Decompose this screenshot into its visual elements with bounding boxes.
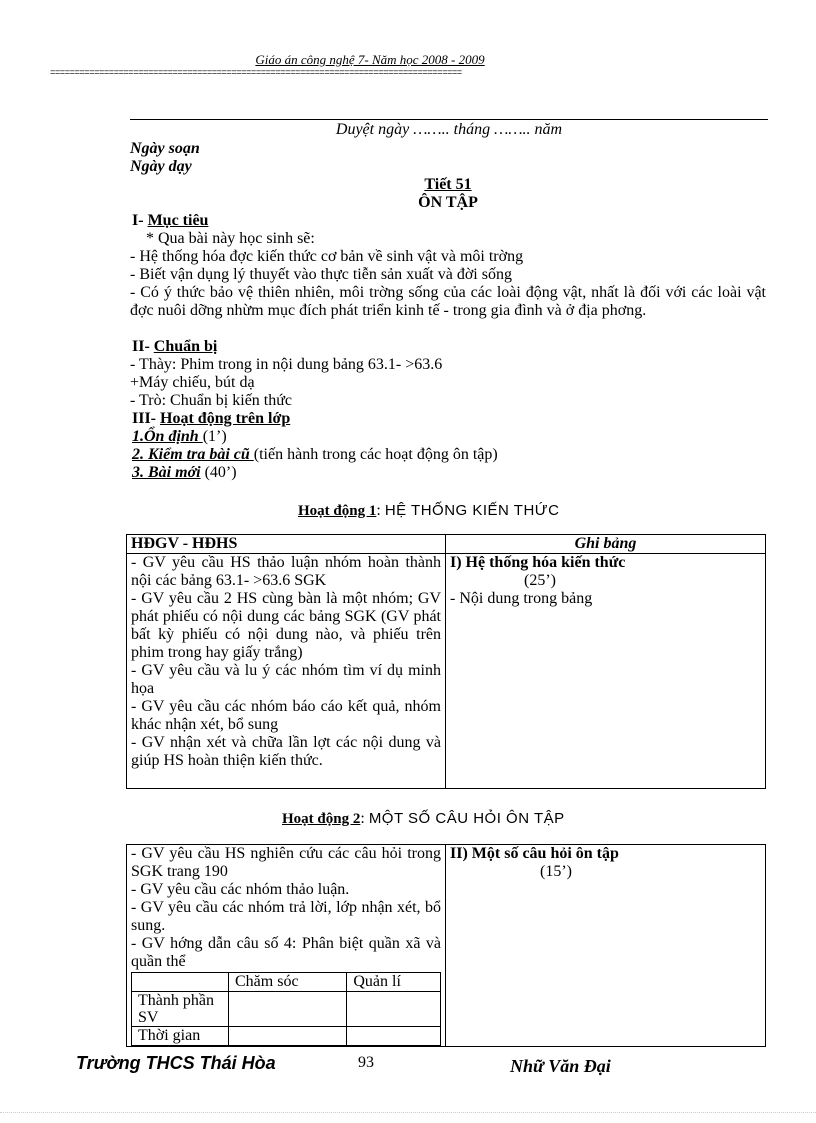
compare-row-label: Thời gian bbox=[132, 1027, 229, 1046]
activity1-col-right-header: Ghi bảng bbox=[446, 535, 766, 554]
activity2-caption: MỘT SỐ CÂU HỎI ÔN TẬP bbox=[368, 810, 565, 827]
approval-text: Duyệt ngày …….. tháng …….. năm bbox=[335, 121, 563, 138]
activities-heading-number: III- bbox=[132, 410, 157, 427]
activity1-heading: Hoạt động 1: HỆ THỐNG KIẾN THỨC bbox=[298, 502, 560, 519]
activity1-table bbox=[126, 534, 766, 789]
compare-table bbox=[131, 972, 441, 1046]
step-new-lesson: 3. Bài mới (40’) bbox=[132, 464, 237, 481]
objective-item: - Hệ thống hóa đợc kiến thức cơ bản về sinh vật và môi trờng bbox=[130, 248, 524, 265]
objectives-intro: * Qua bài này học sinh sẽ: bbox=[146, 230, 315, 247]
compare-header-cell: Chăm sóc bbox=[229, 973, 347, 992]
approval-line bbox=[130, 119, 768, 120]
compare-cell bbox=[347, 1027, 441, 1046]
activity2-heading: Hoạt động 2: MỘT SỐ CÂU HỎI ÔN TẬP bbox=[282, 810, 565, 827]
activity-steps bbox=[132, 428, 768, 482]
preparation-heading bbox=[132, 338, 217, 356]
activity2-right-title: II) Một số câu hỏi ôn tập bbox=[450, 845, 619, 862]
objectives-list bbox=[130, 248, 766, 320]
preparation-item: - Trò: Chuẩn bị kiến thức bbox=[130, 392, 293, 409]
date-prepared: Ngày soạn bbox=[130, 140, 200, 157]
activity1-col-left-header: HĐGV - HĐHS bbox=[127, 535, 446, 554]
document-header-title: Giáo án công nghệ 7- Năm học 2008 - 2009 bbox=[255, 52, 485, 67]
lesson-name: ÔN TẬP bbox=[418, 194, 478, 211]
footer-page-number: 93 bbox=[358, 1054, 374, 1071]
objectives-heading bbox=[132, 212, 208, 230]
step-stabilize: 1.Ổn định (1’) bbox=[132, 428, 227, 445]
objective-item: - Có ý thức bảo vệ thiên nhiên, môi trờng sống của các loài động vật, nhất là đối với các loài vật đợc nuôi dỡng nhừm mục đích phát triển kinh tế - trong gia đình và ở địa phơng. bbox=[130, 284, 766, 319]
activity1-right-title: I) Hệ thống hóa kiến thức bbox=[450, 554, 626, 571]
activities-heading-text: Hoạt động trên lớp bbox=[160, 410, 291, 427]
preparation-heading-number: II- bbox=[132, 338, 150, 355]
activity1-right-item: - Nội dung trong bảng bbox=[450, 590, 593, 607]
preparation-heading-text: Chuẩn bị bbox=[153, 338, 218, 355]
activity1-label: Hoạt động 1 bbox=[298, 503, 377, 519]
activity2-label: Hoạt động 2 bbox=[282, 811, 361, 827]
activities-heading bbox=[132, 410, 290, 428]
preparation-list bbox=[130, 356, 766, 410]
activity1-left-content: - GV yêu cầu HS thảo luận nhóm hoàn thành nội các bảng 63.1- >63.6 SGK - GV yêu cầu 2 HS cùng bàn là một nhóm; GV phát phiếu có nội dung các bảng SGK (GV phát bất kỳ phiếu có nội dung nào, và phiếu trên phim trong hay giấy trắng) - GV yêu cầu và lu ý các nhóm tìm ví dụ minh họa - GV yêu cầu các nhóm báo cáo kết quả, nhóm khác nhận xét, bổ sung - GV nhận xét và chữa lần lợt các nội dung và giúp HS hoàn thiện kiến thức. bbox=[127, 554, 446, 789]
objectives-heading-number: I- bbox=[132, 212, 144, 229]
activity1-caption: HỆ THỐNG KIẾN THỨC bbox=[384, 502, 560, 519]
compare-header-cell: Quản lí bbox=[347, 973, 441, 992]
activity2-right-content bbox=[446, 845, 766, 1047]
compare-cell bbox=[229, 1027, 347, 1046]
activity1-right-content bbox=[446, 554, 766, 789]
activity2-left-text: - GV yêu cầu HS nghiên cứu các câu hỏi trong SGK trang 190 - GV yêu cầu các nhóm thảo luận. - GV yêu cầu các nhóm trả lời, lớp nhận xét, bổ sung. - GV hớng dẫn câu số 4: Phân biệt quần xã và quần thể bbox=[131, 845, 441, 970]
activity2-left-content bbox=[127, 845, 446, 1047]
lesson-number: Tiết 51 bbox=[424, 176, 472, 193]
activity2-table bbox=[126, 844, 766, 1047]
step-review: 2. Kiểm tra bài cũ (tiến hành trong các hoạt động ôn tập) bbox=[132, 446, 498, 463]
compare-cell bbox=[347, 992, 441, 1027]
date-taught: Ngày dạy bbox=[130, 158, 192, 175]
activity1-right-time: (25’) bbox=[524, 572, 556, 589]
objectives-heading-text: Mục tiêu bbox=[147, 212, 209, 229]
objective-item: - Biết vận dụng lý thuyết vào thực tiễn sản xuất và đời sống bbox=[130, 266, 512, 283]
header-double-rule: ==================================================================================== bbox=[50, 68, 462, 78]
footer-dotted-rule bbox=[0, 1112, 816, 1113]
footer-school: Trường THCS Thái Hòa bbox=[76, 1053, 276, 1073]
preparation-item: - Thày: Phim trong in nội dung bảng 63.1- >63.6 bbox=[130, 356, 443, 373]
activity2-right-time: (15’) bbox=[540, 863, 572, 880]
preparation-item: +Máy chiếu, bút dạ bbox=[130, 374, 255, 391]
compare-cell bbox=[229, 992, 347, 1027]
compare-header-cell bbox=[132, 973, 229, 992]
compare-row-label: Thành phần SV bbox=[132, 992, 229, 1027]
footer-author: Nhữ Văn Đại bbox=[510, 1056, 611, 1076]
